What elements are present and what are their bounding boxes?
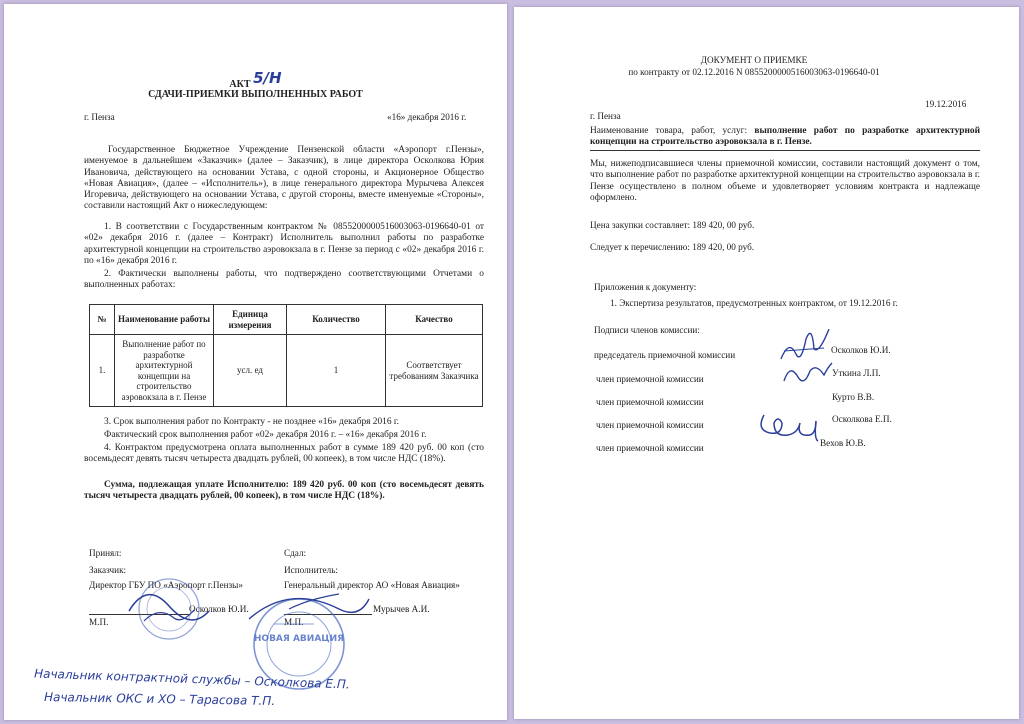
acceptance-document-page [514, 7, 1019, 719]
goods-value: выполнение работ по разработке архитектурной концепции на строительство аэровокзала в г. Пензе. [590, 126, 981, 148]
customer-mp: М.П. [89, 617, 109, 627]
member-name: Курто В.В. [832, 392, 875, 402]
contractor-name: Мурычев А.И. [373, 604, 430, 614]
member-role: член приемочной комиссии [596, 443, 704, 453]
member-role: председатель приемочной комиссии [594, 350, 736, 360]
member-role: член приемочной комиссии [596, 397, 704, 407]
table-row [90, 335, 483, 407]
member-name: Осколкова Е.П. [832, 414, 892, 424]
acceptance-body: Мы, нижеподписавшиеся члены приемочной комиссии, составили настоящий документ о том, что выполнение работ по разработке архитектурной концепции на строительство аэровокзала в г. Пензе осуществлено в полном объеме и удовлетворяет условиям контракта и надлежаще оформлено. [590, 159, 980, 203]
contractor-mp: М.П. [284, 617, 304, 627]
act-clause-5: Сумма, подлежащая уплате Исполнителю: 189 420 руб. 00 коп (сто восемьдесят девять тысяч четыреста двадцать рублей, 00 копеек), в том числе НДС (18%). [84, 480, 484, 502]
delivered-label: Сдал: [284, 548, 307, 558]
act-title: АКТ [229, 79, 251, 90]
table-cell: 1 [287, 335, 386, 407]
act-date: «16» декабря 2016 г. [387, 112, 467, 122]
handwritten-note-2: Начальник ОКС и ХО – Тарасова Т.П. [43, 689, 276, 709]
purchase-price: Цена закупки составляет: 189 420, 00 руб. [590, 220, 755, 230]
contractor-label: Исполнитель: [284, 565, 338, 575]
accepted-label: Принял: [89, 548, 122, 558]
table-header: Количество [287, 305, 386, 335]
goods-line [590, 126, 980, 151]
table-cell: Выполнение работ по разработке архитектурной концепции на строительство аэровокзала в г. Пензе [115, 335, 214, 407]
stamp-text: НОВАЯ АВИАЦИЯ [253, 634, 345, 644]
customer-name: Осколков Ю.И. [189, 604, 249, 614]
signature-2 [776, 359, 836, 389]
goods-label: Наименование товара, работ, услуг: [590, 126, 748, 136]
handwritten-note-1: Начальник контрактной службы – Осколкова Е.П. [33, 666, 350, 692]
acceptance-title: ДОКУМЕНТ О ПРИЕМКЕ [700, 55, 808, 65]
table-header: Качество [386, 305, 483, 335]
act-clause-1: 1. В соответствии с Государственным контрактом № 0855200000516003063-0196640-01 от «02» декабря 2016 г. (далее – Контракт) Исполнитель выполнил работы по разработке архитектурной концепции на строительство аэровокзала в г. Пензе за период с «02» декабря 2016 г. по «16» декабря 2016 г. [84, 222, 484, 266]
act-intro: Государственное Бюджетное Учреждение Пензенской области «Аэропорт г.Пензы», именуемое в дальнейшем «Заказчик» (далее – Заказчик), в лице директора Осколкова Юрия Ивановича, действующего на основании Устава, с одной стороны, и Акционерное Общество «Новая Авиация», (далее – «Исполнитель»), в лице генерального директора Мурычева Алексея Игоревича, действующего на основании Устава, с другой стороны, вместе именуемые «Стороны», составили настоящий Акт о нижеследующем: [84, 145, 484, 212]
act-number-handwritten: 5/Н [253, 69, 282, 87]
member-role: член приемочной комиссии [596, 374, 704, 384]
act-page [4, 4, 507, 720]
act-subtitle: СДАЧИ-ПРИЕМКИ ВЫПОЛНЕННЫХ РАБОТ [148, 89, 363, 100]
table-cell: Соответствует требованиям Заказчика [386, 335, 483, 407]
table-cell: 1. [90, 335, 115, 407]
act-clause-3b: Фактический срок выполнения работ «02» декабря 2016 г. – «16» декабря 2016 г. [104, 430, 427, 440]
contractor-position: Генеральный директор АО «Новая Авиация» [284, 580, 460, 590]
table-header: Наименование работы [115, 305, 214, 335]
transfer-amount: Следует к перечислению: 189 420, 00 руб. [590, 242, 755, 252]
act-clause-3: 3. Срок выполнения работ по Контракту - не позднее «16» декабря 2016 г. [104, 417, 400, 427]
acceptance-city: г. Пенза [590, 111, 621, 121]
table-header: № [90, 305, 115, 335]
attachment-item: 1. Экспертиза результатов, предусмотренных контрактом, от 19.12.2016 г. [610, 298, 898, 308]
customer-label: Заказчик: [89, 565, 127, 575]
table-header-row [90, 305, 483, 335]
act-clause-4: 4. Контрактом предусмотрена оплата выполненных работ в сумме 189 420 руб. 00 коп (сто восемьдесят девять тысяч четыреста двадцать рублей, 00 копеек), в том числе НДС (18%). [84, 443, 484, 465]
works-table [89, 304, 483, 407]
member-name: Уткина Л.П. [832, 368, 881, 378]
member-role: член приемочной комиссии [596, 420, 704, 430]
act-city: г. Пенза [84, 112, 115, 122]
attachments-label: Приложения к документу: [594, 282, 697, 292]
act-clause-2: 2. Фактически выполнены работы, что подтверждено соответствующими Отчетами о выполненных работах: [84, 269, 484, 291]
signatures-label: Подписи членов комиссии: [594, 325, 700, 335]
table-header: Единица измерения [214, 305, 287, 335]
acceptance-date: 19.12.2016 [925, 99, 967, 109]
member-name: Осколков Ю.И. [831, 345, 891, 355]
customer-position: Директор ГБУ ПО «Аэропорт г.Пензы» [89, 580, 243, 590]
signature-3 [754, 405, 824, 445]
customer-stamp [114, 571, 224, 641]
acceptance-subtitle: по контракту от 02.12.2016 N 0855200000516003063-0196640-01 [628, 67, 880, 77]
table-cell: усл. ед [214, 335, 287, 407]
member-name: Вехов Ю.В. [820, 438, 866, 448]
